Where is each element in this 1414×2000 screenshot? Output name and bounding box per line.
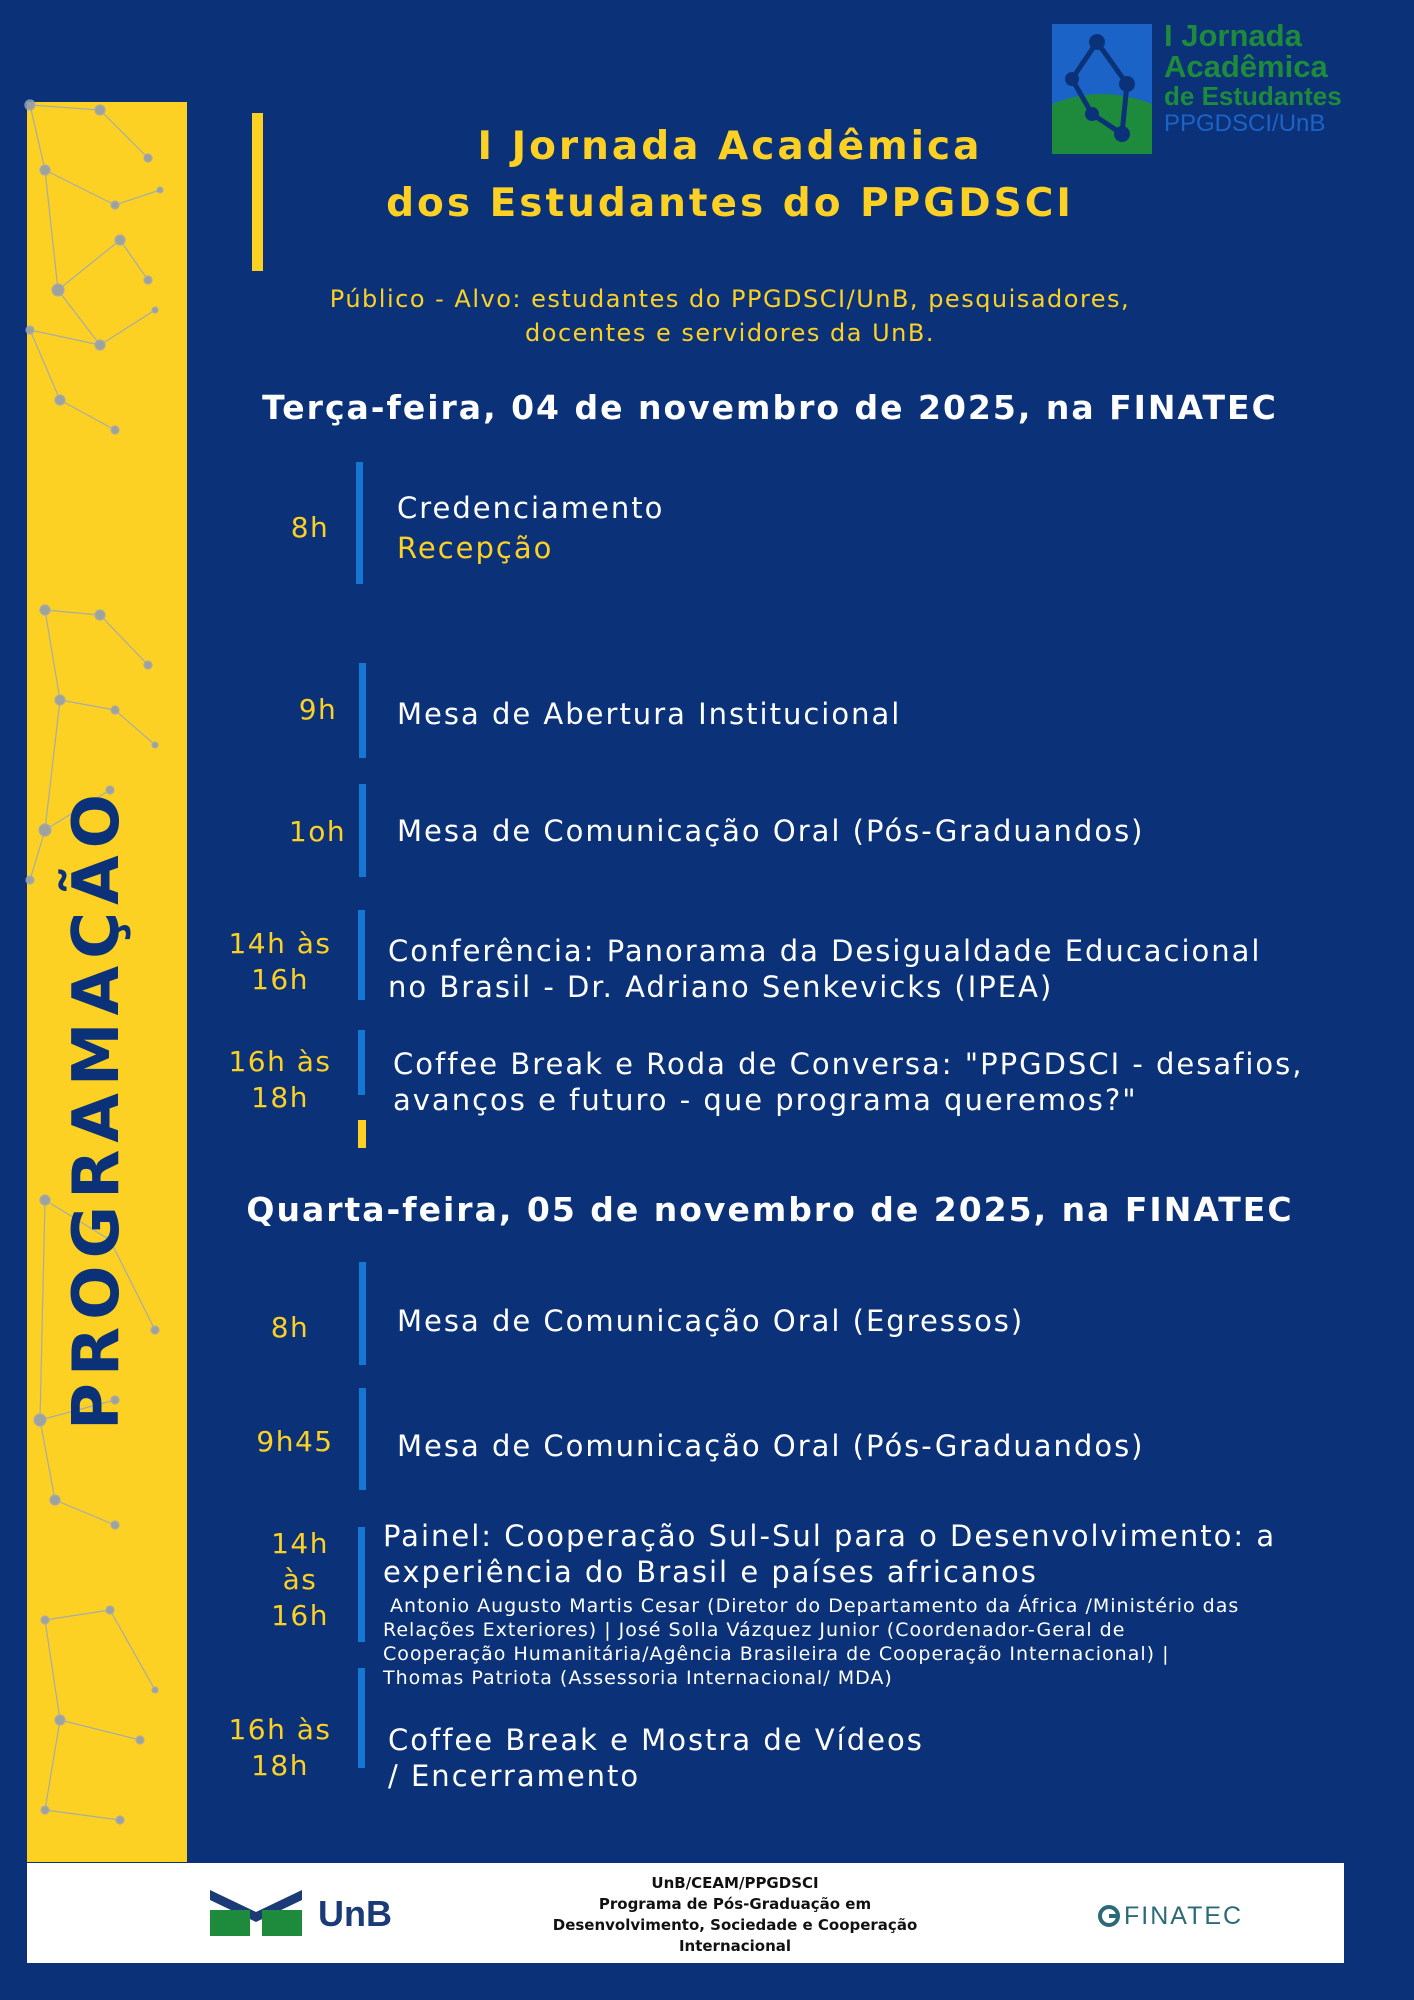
speaker-line: Cooperação Humanitária/Agência Brasileira de Cooperação Internacional) | [383, 1643, 1170, 1665]
programacao-vertical-title: PROGRAMAÇÃO [60, 786, 134, 1430]
day2-heading: Quarta-feira, 05 de novembro de 2025, na FINATEC [246, 1190, 1294, 1229]
footer-line: Desenvolvimento, Sociedade e Cooperação [552, 1916, 918, 1934]
jornada-logo-text [1164, 20, 1342, 138]
day1-event1-title: Credenciamento [397, 491, 665, 525]
event-bar [359, 1262, 366, 1365]
day2-event3-title [383, 1518, 1276, 1690]
day1-event1-time: 8h [290, 511, 330, 544]
event-title-line: experiência do Brasil e países africanos [383, 1555, 1038, 1589]
speaker-line: Relações Exteriores) | José Solla Vázquez Junior (Coordenador-Geral de [383, 1619, 1126, 1641]
time-line: às [282, 1563, 318, 1596]
speaker-line: Thomas Patriota (Assessoria Internacional/ MDA) [383, 1667, 893, 1689]
title-line-2: dos Estudantes do PPGDSCI [386, 181, 1074, 226]
event-bar [359, 663, 366, 758]
footer-line: Internacional [678, 1937, 792, 1955]
day1-event2-title: Mesa de Abertura Institucional [397, 697, 902, 731]
page-title [290, 118, 1170, 232]
time-line: 16h [271, 1599, 329, 1632]
event-title-line: no Brasil - Dr. Adriano Senkevicks (IPEA) [388, 970, 1054, 1004]
day1-event5-title [393, 1046, 1304, 1118]
day2-event4-title [388, 1722, 924, 1794]
day1-event4-time [225, 926, 335, 998]
event-bar [358, 910, 365, 1000]
title-accent-bar [252, 113, 263, 271]
day1-event3-time: 1oh [288, 815, 347, 848]
footer-line: Programa de Pós-Graduação em [598, 1895, 872, 1913]
title-line-1: I Jornada Acadêmica [477, 124, 983, 169]
event-bar [359, 1388, 366, 1490]
day2-event1-time: 8h [270, 1311, 310, 1344]
day1-event5-time [225, 1044, 335, 1116]
event-bar [358, 1527, 365, 1642]
time-line: 16h [251, 963, 309, 996]
logo-line-4: PPGDSCI/UnB [1164, 110, 1326, 137]
event-title-line: Conferência: Panorama da Desigualdade Educacional [388, 934, 1262, 968]
unb-logo-icon [210, 1890, 302, 1936]
finatec-wordmark: FINATEC [1124, 1902, 1244, 1930]
time-line: 18h [251, 1081, 309, 1114]
event-end-marker [358, 1120, 366, 1148]
day2-event3-time [260, 1526, 340, 1634]
time-line: 16h às [228, 1713, 332, 1746]
unb-wordmark: UnB [318, 1893, 392, 1934]
logo-line-3: de Estudantes [1164, 81, 1342, 111]
day1-event4-title [388, 933, 1261, 1005]
footer-line: UnB/CEAM/PPGDSCI [651, 1874, 819, 1892]
day2-event2-time: 9h45 [256, 1425, 334, 1458]
day1-event3-title: Mesa de Comunicação Oral (Pós-Graduandos) [397, 814, 1145, 848]
event-bar [359, 784, 366, 877]
time-line: 14h [271, 1527, 329, 1560]
event-title-line: Painel: Cooperação Sul-Sul para o Desenvolvimento: a [383, 1519, 1277, 1553]
program-info [530, 1873, 940, 1957]
day1-event2-time: 9h [298, 693, 338, 726]
day2-event1-title: Mesa de Comunicação Oral (Egressos) [397, 1304, 1025, 1338]
day2-event2-title: Mesa de Comunicação Oral (Pós-Graduandos) [397, 1429, 1145, 1463]
audience-line-1: Público - Alvo: estudantes do PPGDSCI/UnB, pesquisadores, [329, 285, 1131, 313]
event-title-line: avanços e futuro - que programa queremos?" [393, 1083, 1138, 1117]
day2-event4-time [225, 1712, 335, 1784]
finatec-logo-icon [1098, 1905, 1120, 1927]
event-title-line: Coffee Break e Mostra de Vídeos [388, 1723, 924, 1757]
day1-event1-subtitle: Recepção [397, 531, 554, 565]
logo-line-2: Acadêmica [1164, 49, 1328, 84]
event-bar [358, 1668, 365, 1768]
event-title-line: Coffee Break e Roda de Conversa: "PPGDSCI - desafios, [393, 1047, 1304, 1081]
audience-line-2: docentes e servidores da UnB. [525, 319, 935, 347]
time-line: 18h [251, 1749, 309, 1782]
event-title-line: / Encerramento [388, 1759, 641, 1793]
time-line: 16h às [228, 1045, 332, 1078]
day1-heading: Terça-feira, 04 de novembro de 2025, na FINATEC [262, 388, 1278, 427]
time-line: 14h às [228, 927, 332, 960]
speaker-line: Antonio Augusto Martis Cesar (Diretor do Departamento da África /Ministério das [383, 1595, 1240, 1617]
target-audience [300, 282, 1160, 350]
logo-line-1: I Jornada [1164, 18, 1302, 53]
event-bar [356, 462, 363, 584]
event-bar [358, 1030, 365, 1095]
panel-speakers [383, 1594, 1276, 1690]
